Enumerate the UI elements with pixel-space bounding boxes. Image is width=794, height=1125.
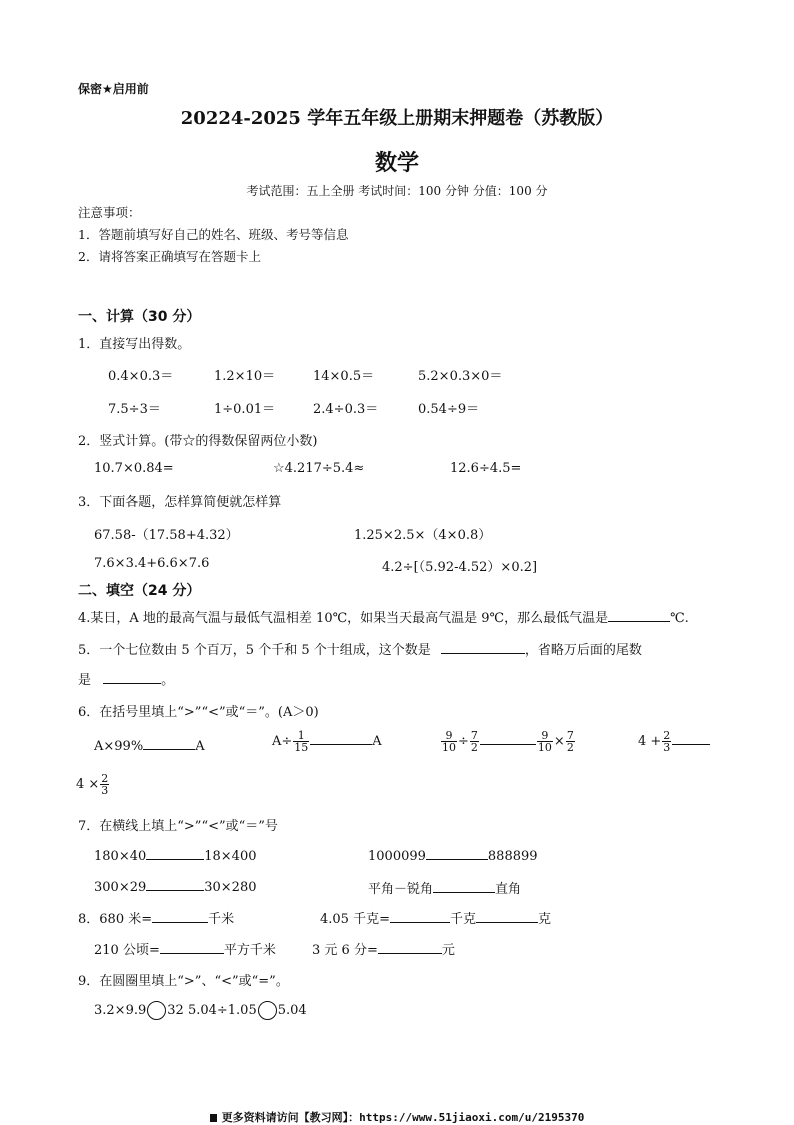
question-5-text: 5．一个七位数由 5 个百万，5 个千和 5 个十组成，这个数是 bbox=[78, 643, 431, 658]
unit-label: 克 bbox=[538, 912, 552, 927]
expression: A bbox=[372, 734, 382, 749]
expression: 8．680 米= bbox=[78, 912, 153, 927]
compare-item bbox=[272, 730, 382, 753]
notes-block bbox=[78, 202, 348, 268]
question-4-text: 4.某日，A 地的最高气温与最低气温相差 10℃，如果当天最高气温是 9℃，那么最低气温是 bbox=[78, 611, 609, 626]
calc-item: 7.5÷3＝ bbox=[108, 402, 161, 417]
expression: 3 元 6 分= bbox=[312, 943, 378, 958]
operator: × bbox=[553, 734, 565, 749]
subject-title: 数学 bbox=[374, 151, 419, 176]
answer-blank[interactable] bbox=[103, 671, 161, 684]
unit-label: 平方千米 bbox=[223, 943, 276, 958]
answer-blank[interactable] bbox=[441, 641, 525, 654]
fraction: $\frac{7}{2}$ bbox=[566, 729, 574, 754]
compare-item bbox=[94, 737, 205, 754]
question-1-label: 1．直接写出得数。 bbox=[78, 337, 191, 352]
notes-item: 2．请将答案正确填写在答题卡上 bbox=[78, 249, 261, 264]
expression: 直角 bbox=[495, 882, 522, 897]
compare-item bbox=[94, 847, 257, 864]
fraction: $\frac{9}{10}$ bbox=[537, 729, 552, 754]
compare-item bbox=[94, 878, 257, 895]
expression: 18×400 bbox=[204, 849, 257, 864]
expression: A×99% bbox=[94, 739, 144, 754]
answer-blank[interactable] bbox=[433, 880, 495, 893]
compare-item-continued bbox=[76, 773, 110, 796]
question-5-text: 是 bbox=[78, 673, 92, 688]
question-8-line-2 bbox=[94, 939, 276, 958]
section-1-title: 一、计算（30 分） bbox=[78, 309, 201, 325]
answer-circle[interactable] bbox=[147, 1001, 166, 1020]
question-4-unit: ℃. bbox=[670, 611, 689, 626]
calc-item: ☆4.217÷5.4≈ bbox=[273, 461, 365, 476]
exam-info: 考试范围：五上全册 考试时间：100 分钟 分值：100 分 bbox=[246, 184, 548, 198]
answer-blank[interactable] bbox=[152, 910, 208, 923]
fraction: $\frac{1}{15}$ bbox=[294, 729, 309, 754]
answer-blank[interactable] bbox=[390, 910, 450, 923]
calc-item: 4.2÷[（5.92-4.52）×0.2] bbox=[382, 560, 538, 575]
expression: 4 × bbox=[76, 777, 100, 792]
section-2-title: 二、填空（24 分） bbox=[78, 583, 201, 599]
calc-item: 0.4×0.3＝ bbox=[108, 369, 174, 384]
answer-blank[interactable] bbox=[476, 910, 538, 923]
answer-blank[interactable] bbox=[146, 847, 204, 860]
calc-item: 12.6÷4.5= bbox=[450, 461, 522, 476]
exam-title: 20224-2025 学年五年级上册期末押题卷（苏教版） bbox=[180, 108, 614, 129]
answer-blank[interactable] bbox=[426, 847, 488, 860]
answer-blank[interactable] bbox=[480, 732, 536, 745]
expression: 210 公顷= bbox=[94, 943, 160, 958]
fraction: $\frac{2}{3}$ bbox=[663, 729, 671, 754]
compare-item bbox=[638, 730, 710, 753]
compare-item bbox=[368, 878, 521, 897]
answer-blank[interactable] bbox=[608, 609, 670, 622]
question-6-label: 6．在括号里填上“>”“<”或“＝”。(A＞0) bbox=[78, 705, 319, 720]
question-8-line-2b bbox=[312, 939, 455, 958]
calc-item: 0.54÷9＝ bbox=[418, 402, 480, 417]
fraction: $\frac{2}{3}$ bbox=[101, 772, 109, 797]
notes-heading: 注意事项： bbox=[78, 205, 141, 220]
expression: 888899 bbox=[487, 849, 538, 864]
question-5-line-1 bbox=[78, 639, 642, 658]
expression: 3.2×9.9 bbox=[94, 1003, 147, 1018]
footer-link[interactable]: 更多资料请访问【教习网】：https://www.51jiaoxi.com/u/2195370 bbox=[221, 1111, 585, 1124]
expression: 1000099 bbox=[368, 849, 426, 864]
expression: 300×29 bbox=[94, 880, 147, 895]
calc-item: 10.7×0.84= bbox=[94, 461, 174, 476]
expression: 180×40 bbox=[94, 849, 147, 864]
answer-blank[interactable] bbox=[160, 941, 224, 954]
calc-item: 2.4÷0.3＝ bbox=[313, 402, 379, 417]
question-4 bbox=[78, 607, 689, 626]
expression: 32 bbox=[167, 1003, 184, 1018]
flag-icon bbox=[210, 1114, 217, 1122]
operator: ÷ bbox=[458, 734, 469, 749]
calc-item: 7.6×3.4+6.6×7.6 bbox=[94, 556, 210, 571]
expression: 4 + bbox=[638, 734, 662, 749]
question-5-end: 。 bbox=[161, 673, 175, 688]
expression: 5.04÷1.05 bbox=[187, 1003, 257, 1018]
question-2-label: 2．竖式计算。(带☆的得数保留两位小数) bbox=[78, 434, 318, 449]
expression: 30×280 bbox=[204, 880, 257, 895]
answer-blank[interactable] bbox=[310, 732, 372, 745]
answer-blank[interactable] bbox=[378, 941, 442, 954]
calc-item: 14×0.5＝ bbox=[313, 369, 375, 384]
compare-item bbox=[440, 730, 576, 753]
answer-blank[interactable] bbox=[143, 737, 195, 750]
answer-circle[interactable] bbox=[258, 1001, 277, 1020]
question-5-text: ，省略万后面的尾数 bbox=[524, 643, 642, 658]
expression: 4.05 千克= bbox=[320, 912, 390, 927]
calc-item: 5.2×0.3×0＝ bbox=[418, 369, 503, 384]
expression: 平角－锐角 bbox=[368, 882, 434, 897]
question-9-label: 9．在圆圈里填上“>”、“<”或“=”。 bbox=[78, 974, 289, 989]
confidential-mark: 保密★启用前 bbox=[78, 82, 149, 96]
footer bbox=[0, 1109, 794, 1125]
fraction: $\frac{7}{2}$ bbox=[470, 729, 478, 754]
expression: A bbox=[195, 739, 205, 754]
expression: 5.04 bbox=[277, 1003, 307, 1018]
calc-item: 1.25×2.5×（4×0.8） bbox=[354, 528, 492, 543]
calc-item: 1÷0.01＝ bbox=[214, 402, 276, 417]
unit-label: 千米 bbox=[208, 912, 235, 927]
question-7-label: 7．在横线上填上“>”“<”或“＝”号 bbox=[78, 819, 278, 834]
question-8-line-1b bbox=[320, 908, 551, 927]
expression: A÷ bbox=[272, 734, 293, 749]
question-3-label: 3．下面各题，怎样算简便就怎样算 bbox=[78, 495, 282, 510]
unit-label: 千克 bbox=[449, 912, 476, 927]
question-5-line-2 bbox=[78, 669, 174, 688]
answer-blank[interactable] bbox=[146, 878, 204, 891]
calc-item: 67.58-（17.58+4.32） bbox=[94, 528, 239, 543]
unit-label: 元 bbox=[441, 943, 455, 958]
calc-item: 1.2×10＝ bbox=[214, 369, 276, 384]
fraction: $\frac{9}{10}$ bbox=[442, 729, 456, 754]
question-8-line-1 bbox=[78, 908, 234, 927]
compare-item bbox=[368, 847, 538, 864]
answer-blank[interactable] bbox=[672, 732, 710, 745]
question-9-items bbox=[94, 1001, 307, 1020]
notes-item: 1．答题前填写好自己的姓名、班级、考号等信息 bbox=[78, 227, 349, 242]
